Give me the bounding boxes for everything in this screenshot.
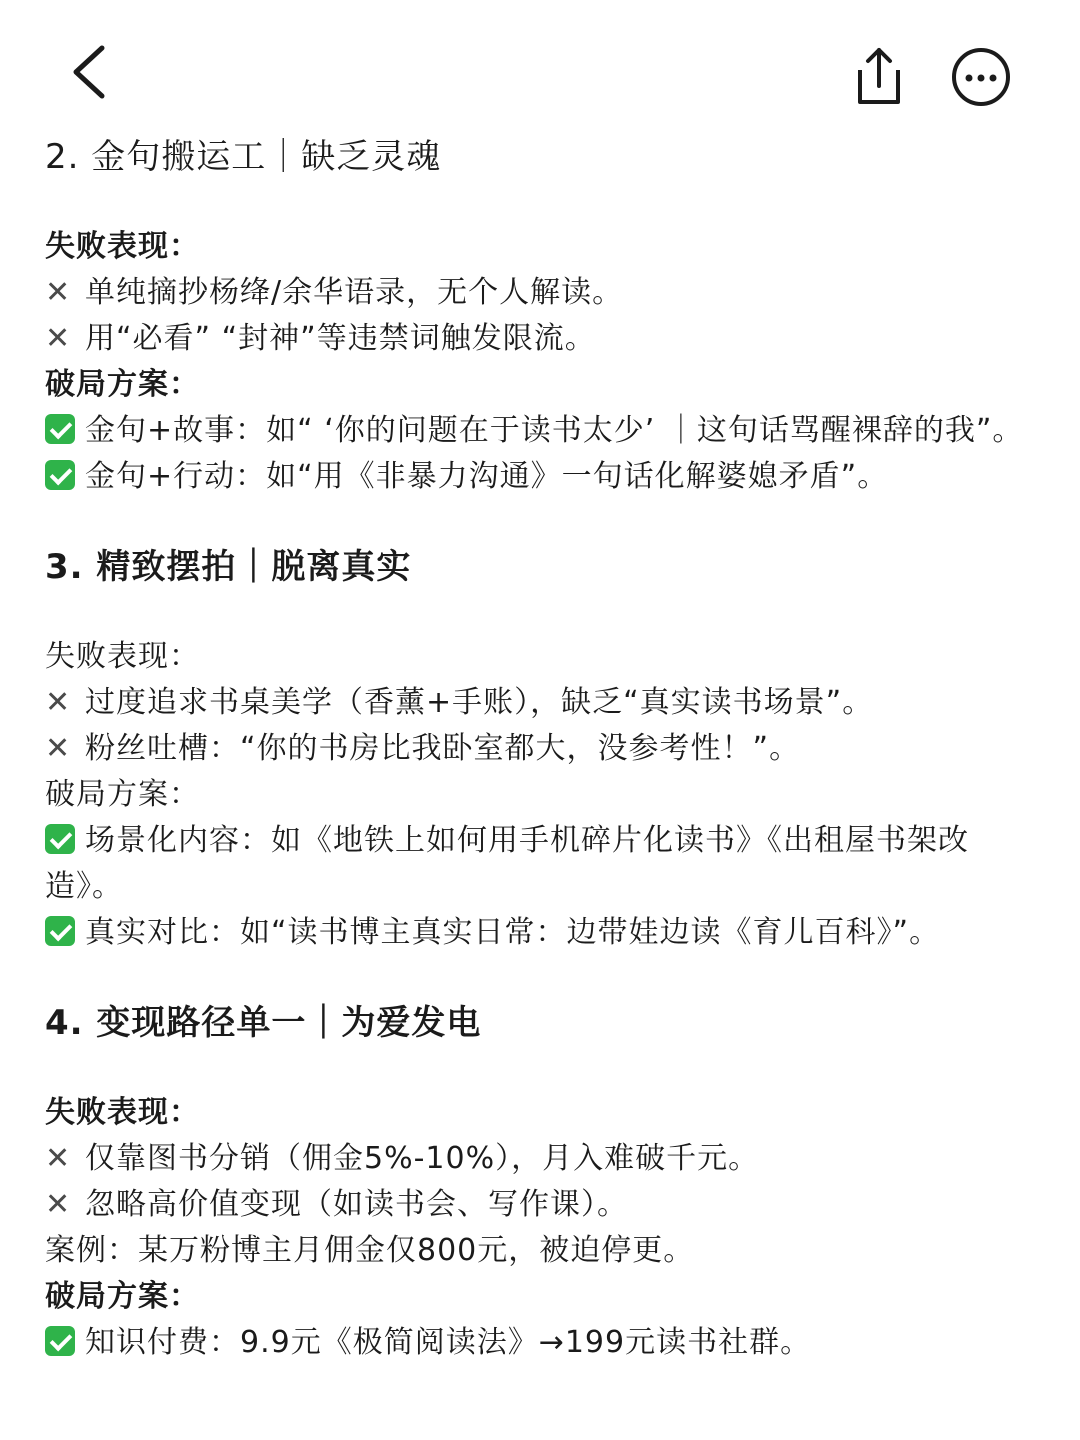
- fail-item: ✕ 过度追求书桌美学（香薰+手账），缺乏“真实读书场景”。: [45, 680, 1035, 726]
- check-mark-icon: [45, 1326, 75, 1356]
- solution-label: 破局方案：: [45, 367, 200, 402]
- section-title: 3. 精致摆拍｜脱离真实: [45, 547, 412, 587]
- check-mark-icon: [45, 824, 75, 854]
- check-mark-icon: [45, 460, 75, 490]
- section-2: [45, 132, 1035, 500]
- fail-item: ✕ 粉丝吐槽：“你的书房比我卧室都大，没参考性！”。: [45, 726, 1035, 772]
- top-nav-bar: [0, 0, 1080, 130]
- check-mark-icon: [45, 414, 75, 444]
- article-content: [45, 132, 1035, 1408]
- fail-item: ✕ 单纯摘抄杨绛/余华语录，无个人解读。: [45, 270, 1035, 316]
- check-mark-icon: [45, 916, 75, 946]
- solution-item: 金句+行动：如“用《非暴力沟通》一句话化解婆媳矛盾”。: [45, 454, 1035, 500]
- fail-item: ✕ 用“必看” “封神”等违禁词触发限流。: [45, 316, 1035, 362]
- cross-icon: ✕: [45, 731, 72, 766]
- solution-item: 场景化内容：如《地铁上如何用手机碎片化读书》《出租屋书架改造》。: [45, 823, 969, 904]
- solution-item: 金句+故事：如“ ‘你的问题在于读书太少’ ｜这句话骂醒裸辞的我”。: [45, 408, 1035, 454]
- solution-item: 知识付费：9.9元《极简阅读法》→199元读书社群。: [45, 1320, 1035, 1366]
- cross-icon: ✕: [45, 321, 72, 356]
- fail-label: 失败表现：: [45, 229, 200, 264]
- cross-icon: ✕: [45, 275, 72, 310]
- solution-label: 破局方案：: [45, 1279, 200, 1314]
- solution-item: 真实对比：如“读书博主真实日常：边带娃边读《育儿百科》”。: [45, 910, 1035, 956]
- cross-icon: ✕: [45, 1187, 72, 1222]
- cross-icon: ✕: [45, 685, 72, 720]
- section-title: 2. 金句搬运工｜缺乏灵魂: [45, 137, 442, 177]
- fail-item: ✕ 仅靠图书分销（佣金5%-10%），月入难破千元。: [45, 1136, 1035, 1182]
- fail-label: 失败表现：: [45, 639, 200, 674]
- section-title: 4. 变现路径单一｜为爱发电: [45, 1003, 482, 1043]
- back-arrow-icon[interactable]: [60, 42, 120, 102]
- fail-item: ✕ 忽略高价值变现（如读书会、写作课）。: [45, 1182, 1035, 1228]
- section-3: [45, 542, 1035, 956]
- fail-label: 失败表现：: [45, 1095, 200, 1130]
- solution-label: 破局方案：: [45, 777, 200, 812]
- share-icon[interactable]: [848, 44, 908, 108]
- more-icon[interactable]: [950, 46, 1012, 108]
- case-text: 案例：某万粉博主月佣金仅800元，被迫停更。: [45, 1233, 695, 1268]
- section-4: [45, 998, 1035, 1366]
- cross-icon: ✕: [45, 1141, 72, 1176]
